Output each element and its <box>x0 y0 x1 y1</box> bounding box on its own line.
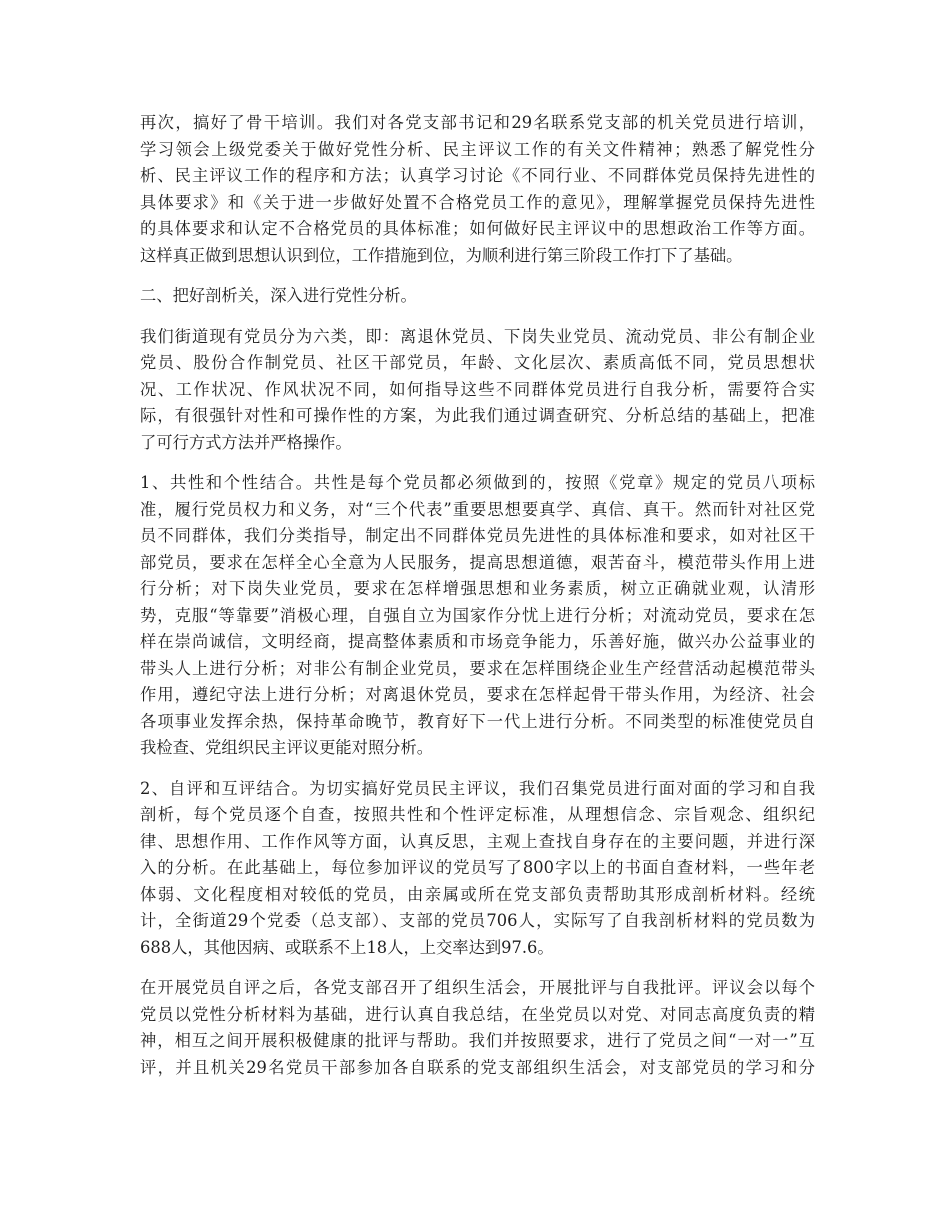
text-line: 部党员，要求在怎样全心全意为人民服务，提高思想道德，艰苦奋斗，模范带头作用上进 <box>140 552 815 572</box>
text-line: 党员以党性分析材料为基础，进行认真自我总结，在坐党员以对党、对同志高度负责的精 <box>140 1004 815 1024</box>
paragraph-organization-life-meeting <box>140 975 815 1081</box>
text-line: 势，克服“等靠要”消极心理，自强自立为国家作分忧上进行分析；对流动党员，要求在怎 <box>140 605 815 625</box>
paragraph-commonality-individuality <box>140 470 815 762</box>
text-line: 学习领会上级党委关于做好党性分析、民主评议工作的有关文件精神；熟悉了解党性分 <box>140 139 815 159</box>
text-line: 准，履行党员权力和义务，对“三个代表”重要思想要真学、真信、真干。然而针对社区党 <box>140 499 815 519</box>
paragraph-self-and-mutual-review <box>140 776 815 962</box>
text-line: 剖析，每个党员逐个自查，按照共性和个性评定标准，从理想信念、宗旨观念、组织纪 <box>140 805 815 824</box>
text-line: 2、自评和互评结合。为切实搞好党员民主评议，我们召集党员进行面对面的学习和自我 <box>140 778 815 798</box>
text-line: 样在崇尚诚信，文明经商，提高整体素质和市场竞争能力，乐善好施，做兴办公益事业的 <box>140 632 815 651</box>
section-heading <box>140 283 815 310</box>
text-line: 评，并且机关29名党员干部参加各自联系的党支部组织生活会，对支部党员的学习和分 <box>140 1057 815 1077</box>
text-line: 计，全街道29个党委（总支部）、支部的党员706人，实际写了自我剖析材料的党员数为 <box>140 911 815 930</box>
text-line: 况、工作状况、作风状况不同，如何指导这些不同群体党员进行自我分析，需要符合实 <box>140 379 815 399</box>
text-line: 神，相互之间开展积极健康的批评与帮助。我们并按照要求，进行了党员之间“一对一”互 <box>140 1031 815 1050</box>
text-line: 入的分析。在此基础上，每位参加评议的党员写了800字以上的书面自查材料，一些年老 <box>140 858 815 877</box>
document-body <box>140 110 815 1095</box>
text-line: 党员、股份合作制党员、社区干部党员，年龄、文化层次、素质高低不同，党员思想状 <box>140 353 815 372</box>
text-line: 带头人上进行分析；对非公有制企业党员，要求在怎样围绕企业生产经营活动起模范带头 <box>140 658 815 678</box>
text-line: 了可行方式方法并严格操作。 <box>140 432 352 452</box>
text-line: 这样真正做到思想认识到位，工作措施到位，为顺利进行第三阶段工作打下了基础。 <box>140 245 743 265</box>
text-line: 具体要求》和《关于进一步做好处置不合格党员工作的意见》，理解掌握党员保持先进性 <box>140 192 815 212</box>
text-line: 我们街道现有党员分为六类，即：离退休党员、下岗失业党员、流动党员、非公有制企业 <box>140 326 815 346</box>
text-line: 的具体要求和认定不合格党员的具体标准；如何做好民主评议中的思想政治工作等方面。 <box>140 219 815 238</box>
text-line: 行分析；对下岗失业党员，要求在怎样增强思想和业务素质，树立正确就业观，认清形 <box>140 579 815 598</box>
text-line: 在开展党员自评之后，各党支部召开了组织生活会，开展批评与自我批评。评议会以每个 <box>140 978 815 997</box>
paragraph-party-member-types <box>140 324 815 457</box>
text-line: 员不同群体，我们分类指导，制定出不同群体党员先进性的具体标准和要求，如对社区干 <box>140 526 815 545</box>
text-line: 际，有很强针对性和可操作性的方案，为此我们通过调查研究、分析总结的基础上，把准 <box>140 406 815 425</box>
paragraph-backbone-training <box>140 110 815 269</box>
text-line: 688人，其他因病、或联系不上18人，上交率达到97.6。 <box>140 937 554 957</box>
text-line: 1、共性和个性结合。共性是每个党员都必须做到的，按照《党章》规定的党员八项标 <box>140 473 815 492</box>
text-line: 再次，搞好了骨干培训。我们对各党支部书记和29名联系党支部的机关党员进行培训， <box>140 113 815 132</box>
text-line: 析、民主评议工作的程序和方法；认真学习讨论《不同行业、不同群体党员保持先进性的 <box>140 166 815 185</box>
text-line: 我检查、党组织民主评议更能对照分析。 <box>140 738 434 757</box>
text-line: 各项事业发挥余热，保持革命晚节，教育好下一代上进行分析。不同类型的标准使党员自 <box>140 711 815 731</box>
text-line: 体弱、文化程度相对较低的党员，由亲属或所在党支部负责帮助其形成剖析材料。经统 <box>140 884 815 904</box>
text-line: 律、思想作用、工作作风等方面，认真反思，主观上查找自身存在的主要问题，并进行深 <box>140 831 815 851</box>
text-line: 作用，遵纪守法上进行分析；对离退休党员，要求在怎样起骨干带头作用，为经济、社会 <box>140 685 815 704</box>
heading-text: 二、把好剖析关，深入进行党性分析。 <box>140 286 417 305</box>
